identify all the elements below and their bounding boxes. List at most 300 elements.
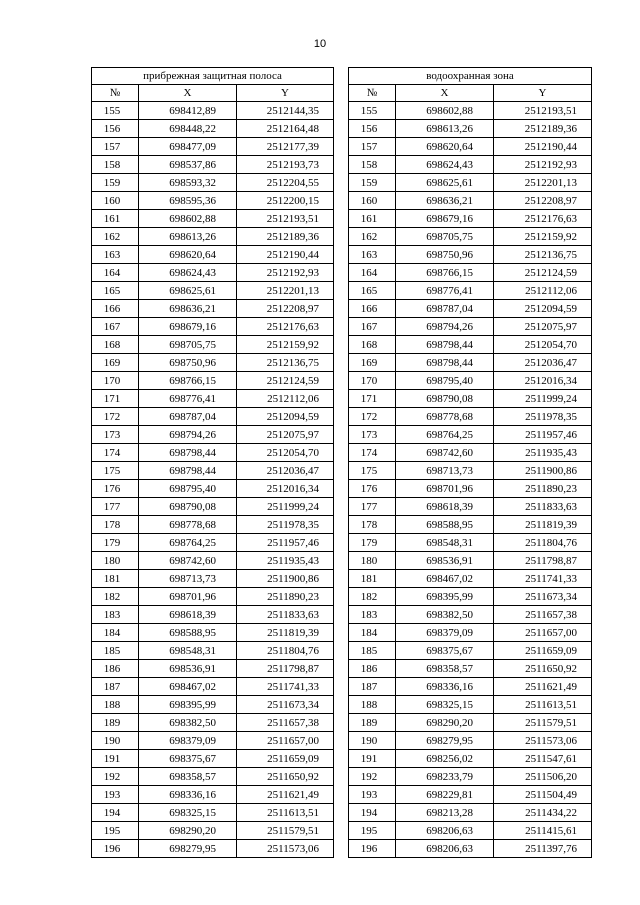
left-x-coordinate: 698625,61 [139,282,237,300]
column-gap [334,354,349,372]
left-point-number: 191 [92,750,139,768]
left-section-title: прибрежная защитная полоса [92,68,334,85]
left-x-coordinate: 698776,41 [139,390,237,408]
right-y-coordinate: 2511659,09 [494,642,592,660]
left-y-coordinate: 2511659,09 [237,750,334,768]
left-x-coordinate: 698602,88 [139,210,237,228]
right-point-number: 187 [349,678,396,696]
column-gap [334,192,349,210]
column-gap [334,300,349,318]
right-point-number: 157 [349,138,396,156]
right-x-coordinate: 698705,75 [396,228,494,246]
right-y-coordinate: 2511935,43 [494,444,592,462]
right-x-header: X [396,85,494,102]
right-x-coordinate: 698636,21 [396,192,494,210]
right-y-coordinate: 2512036,47 [494,354,592,372]
column-gap [334,282,349,300]
column-gap [334,68,349,85]
table-row [92,444,592,462]
right-x-coordinate: 698778,68 [396,408,494,426]
left-y-coordinate: 2511957,46 [237,534,334,552]
right-point-number: 155 [349,102,396,120]
column-gap [334,246,349,264]
table-row [92,354,592,372]
right-x-coordinate: 698206,63 [396,840,494,858]
table-row [92,552,592,570]
table-row [92,408,592,426]
column-gap [334,390,349,408]
left-y-coordinate: 2512192,93 [237,264,334,282]
left-point-number: 160 [92,192,139,210]
right-point-number: 176 [349,480,396,498]
left-x-coordinate: 698382,50 [139,714,237,732]
left-y-coordinate: 2511935,43 [237,552,334,570]
left-x-coordinate: 698412,89 [139,102,237,120]
left-point-number: 193 [92,786,139,804]
coordinates-table [91,67,592,858]
column-gap [334,102,349,120]
right-point-number: 168 [349,336,396,354]
right-point-number: 163 [349,246,396,264]
left-y-coordinate: 2511573,06 [237,840,334,858]
table-row [92,120,592,138]
column-gap [334,408,349,426]
left-x-coordinate: 698705,75 [139,336,237,354]
left-y-coordinate: 2512200,15 [237,192,334,210]
right-point-number: 185 [349,642,396,660]
left-point-number: 195 [92,822,139,840]
left-x-coordinate: 698620,64 [139,246,237,264]
column-gap [334,624,349,642]
table-row [92,426,592,444]
column-gap [334,696,349,714]
left-point-number: 185 [92,642,139,660]
left-point-number: 156 [92,120,139,138]
left-x-coordinate: 698395,99 [139,696,237,714]
left-y-coordinate: 2511833,63 [237,606,334,624]
right-point-number: 165 [349,282,396,300]
left-y-coordinate: 2512176,63 [237,318,334,336]
left-y-coordinate: 2512112,06 [237,390,334,408]
column-gap [334,444,349,462]
left-point-number: 190 [92,732,139,750]
right-x-coordinate: 698679,16 [396,210,494,228]
right-point-number: 171 [349,390,396,408]
right-x-coordinate: 698618,39 [396,498,494,516]
left-point-number: 192 [92,768,139,786]
column-gap [334,228,349,246]
left-y-coordinate: 2511999,24 [237,498,334,516]
table-row [92,462,592,480]
section-header-row [92,68,592,85]
left-y-coordinate: 2511613,51 [237,804,334,822]
left-point-number: 173 [92,426,139,444]
left-x-coordinate: 698467,02 [139,678,237,696]
right-x-coordinate: 698229,81 [396,786,494,804]
right-point-number: 164 [349,264,396,282]
table-row [92,138,592,156]
table-row [92,732,592,750]
left-point-number: 171 [92,390,139,408]
left-y-coordinate: 2512190,44 [237,246,334,264]
table-row [92,192,592,210]
left-y-coordinate: 2512124,59 [237,372,334,390]
table-row [92,768,592,786]
right-x-coordinate: 698213,28 [396,804,494,822]
left-x-coordinate: 698358,57 [139,768,237,786]
table-row [92,750,592,768]
left-x-coordinate: 698798,44 [139,462,237,480]
right-y-coordinate: 2511657,38 [494,606,592,624]
right-y-coordinate: 2511657,00 [494,624,592,642]
left-x-coordinate: 698679,16 [139,318,237,336]
table-row [92,102,592,120]
table-row [92,156,592,174]
left-x-coordinate: 698537,86 [139,156,237,174]
left-x-coordinate: 698742,60 [139,552,237,570]
right-point-number: 194 [349,804,396,822]
left-y-coordinate: 2512189,36 [237,228,334,246]
right-point-number: 174 [349,444,396,462]
right-x-coordinate: 698548,31 [396,534,494,552]
right-x-coordinate: 698358,57 [396,660,494,678]
table-row [92,786,592,804]
column-gap [334,534,349,552]
right-y-coordinate: 2511819,39 [494,516,592,534]
right-point-number: 188 [349,696,396,714]
left-y-coordinate: 2511978,35 [237,516,334,534]
right-point-number: 180 [349,552,396,570]
column-gap [334,85,349,102]
right-x-coordinate: 698795,40 [396,372,494,390]
column-gap [334,588,349,606]
right-point-number: 183 [349,606,396,624]
table-row [92,660,592,678]
column-gap [334,210,349,228]
right-point-number: 190 [349,732,396,750]
table-row [92,840,592,858]
left-point-number: 183 [92,606,139,624]
table-row [92,480,592,498]
table-row [92,588,592,606]
left-x-coordinate: 698613,26 [139,228,237,246]
right-point-number: 172 [349,408,396,426]
column-gap [334,480,349,498]
left-point-number: 180 [92,552,139,570]
left-x-coordinate: 698548,31 [139,642,237,660]
right-point-number: 166 [349,300,396,318]
table-row [92,300,592,318]
right-x-coordinate: 698375,67 [396,642,494,660]
right-x-coordinate: 698233,79 [396,768,494,786]
left-y-coordinate: 2512075,97 [237,426,334,444]
left-y-coordinate: 2511804,76 [237,642,334,660]
column-gap [334,570,349,588]
right-x-coordinate: 698787,04 [396,300,494,318]
left-point-number: 194 [92,804,139,822]
left-point-number: 158 [92,156,139,174]
right-y-coordinate: 2511957,46 [494,426,592,444]
left-x-coordinate: 698798,44 [139,444,237,462]
left-y-coordinate: 2512144,35 [237,102,334,120]
right-y-coordinate: 2512094,59 [494,300,592,318]
table-row [92,696,592,714]
right-point-number: 186 [349,660,396,678]
left-x-coordinate: 698477,09 [139,138,237,156]
left-point-number: 163 [92,246,139,264]
left-point-number: 187 [92,678,139,696]
right-y-coordinate: 2511579,51 [494,714,592,732]
right-x-coordinate: 698798,44 [396,354,494,372]
table-row [92,264,592,282]
column-gap [334,660,349,678]
table-row [92,336,592,354]
right-y-coordinate: 2512201,13 [494,174,592,192]
right-x-coordinate: 698794,26 [396,318,494,336]
table-row [92,246,592,264]
table-row [92,282,592,300]
right-y-coordinate: 2511999,24 [494,390,592,408]
right-x-coordinate: 698395,99 [396,588,494,606]
left-x-coordinate: 698778,68 [139,516,237,534]
column-gap [334,714,349,732]
left-point-number: 178 [92,516,139,534]
table-row [92,534,592,552]
left-x-coordinate: 698624,43 [139,264,237,282]
column-gap [334,768,349,786]
left-point-number: 162 [92,228,139,246]
table-row [92,228,592,246]
right-point-number: 158 [349,156,396,174]
left-point-number: 175 [92,462,139,480]
right-x-coordinate: 698206,63 [396,822,494,840]
right-point-number: 193 [349,786,396,804]
left-point-number: 189 [92,714,139,732]
right-x-coordinate: 698602,88 [396,102,494,120]
right-y-coordinate: 2511397,76 [494,840,592,858]
right-y-coordinate: 2511415,61 [494,822,592,840]
right-point-number: 184 [349,624,396,642]
right-y-coordinate: 2512112,06 [494,282,592,300]
left-x-coordinate: 698750,96 [139,354,237,372]
right-y-coordinate: 2512189,36 [494,120,592,138]
right-point-number: 169 [349,354,396,372]
left-point-number: 167 [92,318,139,336]
right-point-number: 196 [349,840,396,858]
left-point-number: 168 [92,336,139,354]
right-point-number: 179 [349,534,396,552]
left-point-number: 155 [92,102,139,120]
column-gap [334,498,349,516]
right-y-coordinate: 2512193,51 [494,102,592,120]
left-point-number: 174 [92,444,139,462]
right-y-coordinate: 2511978,35 [494,408,592,426]
table-row [92,822,592,840]
left-y-coordinate: 2512164,48 [237,120,334,138]
table-row [92,570,592,588]
right-x-coordinate: 698750,96 [396,246,494,264]
right-x-coordinate: 698620,64 [396,138,494,156]
right-point-number: 191 [349,750,396,768]
right-y-coordinate: 2512159,92 [494,228,592,246]
column-gap [334,804,349,822]
left-y-coordinate: 2512036,47 [237,462,334,480]
left-x-coordinate: 698794,26 [139,426,237,444]
left-x-coordinate: 698290,20 [139,822,237,840]
table-row [92,678,592,696]
column-gap [334,426,349,444]
left-y-coordinate: 2511741,33 [237,678,334,696]
right-y-coordinate: 2511741,33 [494,570,592,588]
table-row [92,804,592,822]
left-point-number: 184 [92,624,139,642]
table-row [92,498,592,516]
right-y-coordinate: 2511434,22 [494,804,592,822]
column-gap [334,822,349,840]
right-y-coordinate: 2511650,92 [494,660,592,678]
right-y-header: Y [494,85,592,102]
left-x-coordinate: 698375,67 [139,750,237,768]
right-x-coordinate: 698701,96 [396,480,494,498]
left-x-coordinate: 698618,39 [139,606,237,624]
left-y-coordinate: 2512136,75 [237,354,334,372]
right-x-coordinate: 698279,95 [396,732,494,750]
table-row [92,318,592,336]
left-x-coordinate: 698593,32 [139,174,237,192]
right-x-coordinate: 698790,08 [396,390,494,408]
left-y-coordinate: 2512201,13 [237,282,334,300]
left-y-coordinate: 2511657,00 [237,732,334,750]
right-point-number: 192 [349,768,396,786]
column-gap [334,120,349,138]
left-x-coordinate: 698795,40 [139,480,237,498]
right-point-number: 159 [349,174,396,192]
left-y-coordinate: 2512159,92 [237,336,334,354]
right-x-coordinate: 698776,41 [396,282,494,300]
left-x-coordinate: 698790,08 [139,498,237,516]
right-x-coordinate: 698536,91 [396,552,494,570]
left-y-coordinate: 2511657,38 [237,714,334,732]
left-x-header: X [139,85,237,102]
column-gap [334,642,349,660]
page-number: 10 [313,38,327,50]
left-x-coordinate: 698595,36 [139,192,237,210]
right-y-coordinate: 2511504,49 [494,786,592,804]
right-x-coordinate: 698613,26 [396,120,494,138]
right-y-coordinate: 2512054,70 [494,336,592,354]
right-x-coordinate: 698336,16 [396,678,494,696]
left-x-coordinate: 698636,21 [139,300,237,318]
left-point-number: 188 [92,696,139,714]
left-y-coordinate: 2511579,51 [237,822,334,840]
left-point-number: 196 [92,840,139,858]
left-point-number: 169 [92,354,139,372]
column-gap [334,840,349,858]
table-row [92,174,592,192]
right-y-coordinate: 2511613,51 [494,696,592,714]
right-point-number: 173 [349,426,396,444]
right-y-coordinate: 2511621,49 [494,678,592,696]
right-y-coordinate: 2512176,63 [494,210,592,228]
left-point-number: 165 [92,282,139,300]
left-x-coordinate: 698336,16 [139,786,237,804]
right-y-coordinate: 2512208,97 [494,192,592,210]
right-point-number: 182 [349,588,396,606]
column-gap [334,174,349,192]
right-point-number: 170 [349,372,396,390]
right-y-coordinate: 2511798,87 [494,552,592,570]
right-point-number: 167 [349,318,396,336]
left-y-coordinate: 2511819,39 [237,624,334,642]
right-point-number: 162 [349,228,396,246]
column-gap [334,678,349,696]
right-point-number: 177 [349,498,396,516]
right-y-coordinate: 2512190,44 [494,138,592,156]
table-row [92,210,592,228]
left-x-coordinate: 698379,09 [139,732,237,750]
left-x-coordinate: 698764,25 [139,534,237,552]
left-y-header: Y [237,85,334,102]
column-gap [334,372,349,390]
left-point-number: 172 [92,408,139,426]
column-gap [334,732,349,750]
column-gap [334,786,349,804]
right-point-number: 189 [349,714,396,732]
column-gap [334,462,349,480]
left-y-coordinate: 2512054,70 [237,444,334,462]
left-point-number: 179 [92,534,139,552]
left-y-coordinate: 2511650,92 [237,768,334,786]
right-y-coordinate: 2511833,63 [494,498,592,516]
right-num-header: № [349,85,396,102]
table-row [92,390,592,408]
left-point-number: 157 [92,138,139,156]
table-row [92,714,592,732]
left-x-coordinate: 698766,15 [139,372,237,390]
right-point-number: 161 [349,210,396,228]
column-gap [334,336,349,354]
left-y-coordinate: 2511798,87 [237,660,334,678]
right-x-coordinate: 698713,73 [396,462,494,480]
left-point-number: 182 [92,588,139,606]
left-y-coordinate: 2512193,73 [237,156,334,174]
right-point-number: 156 [349,120,396,138]
right-x-coordinate: 698624,43 [396,156,494,174]
right-y-coordinate: 2512124,59 [494,264,592,282]
left-y-coordinate: 2512094,59 [237,408,334,426]
right-x-coordinate: 698256,02 [396,750,494,768]
right-y-coordinate: 2511900,86 [494,462,592,480]
right-point-number: 195 [349,822,396,840]
table-row [92,372,592,390]
column-gap [334,156,349,174]
right-y-coordinate: 2512016,34 [494,372,592,390]
left-x-coordinate: 698588,95 [139,624,237,642]
right-x-coordinate: 698467,02 [396,570,494,588]
left-y-coordinate: 2512208,97 [237,300,334,318]
left-x-coordinate: 698713,73 [139,570,237,588]
left-x-coordinate: 698536,91 [139,660,237,678]
right-x-coordinate: 698742,60 [396,444,494,462]
right-y-coordinate: 2511804,76 [494,534,592,552]
left-point-number: 176 [92,480,139,498]
right-point-number: 175 [349,462,396,480]
column-gap [334,750,349,768]
right-y-coordinate: 2512192,93 [494,156,592,174]
right-x-coordinate: 698290,20 [396,714,494,732]
right-y-coordinate: 2512075,97 [494,318,592,336]
left-x-coordinate: 698448,22 [139,120,237,138]
